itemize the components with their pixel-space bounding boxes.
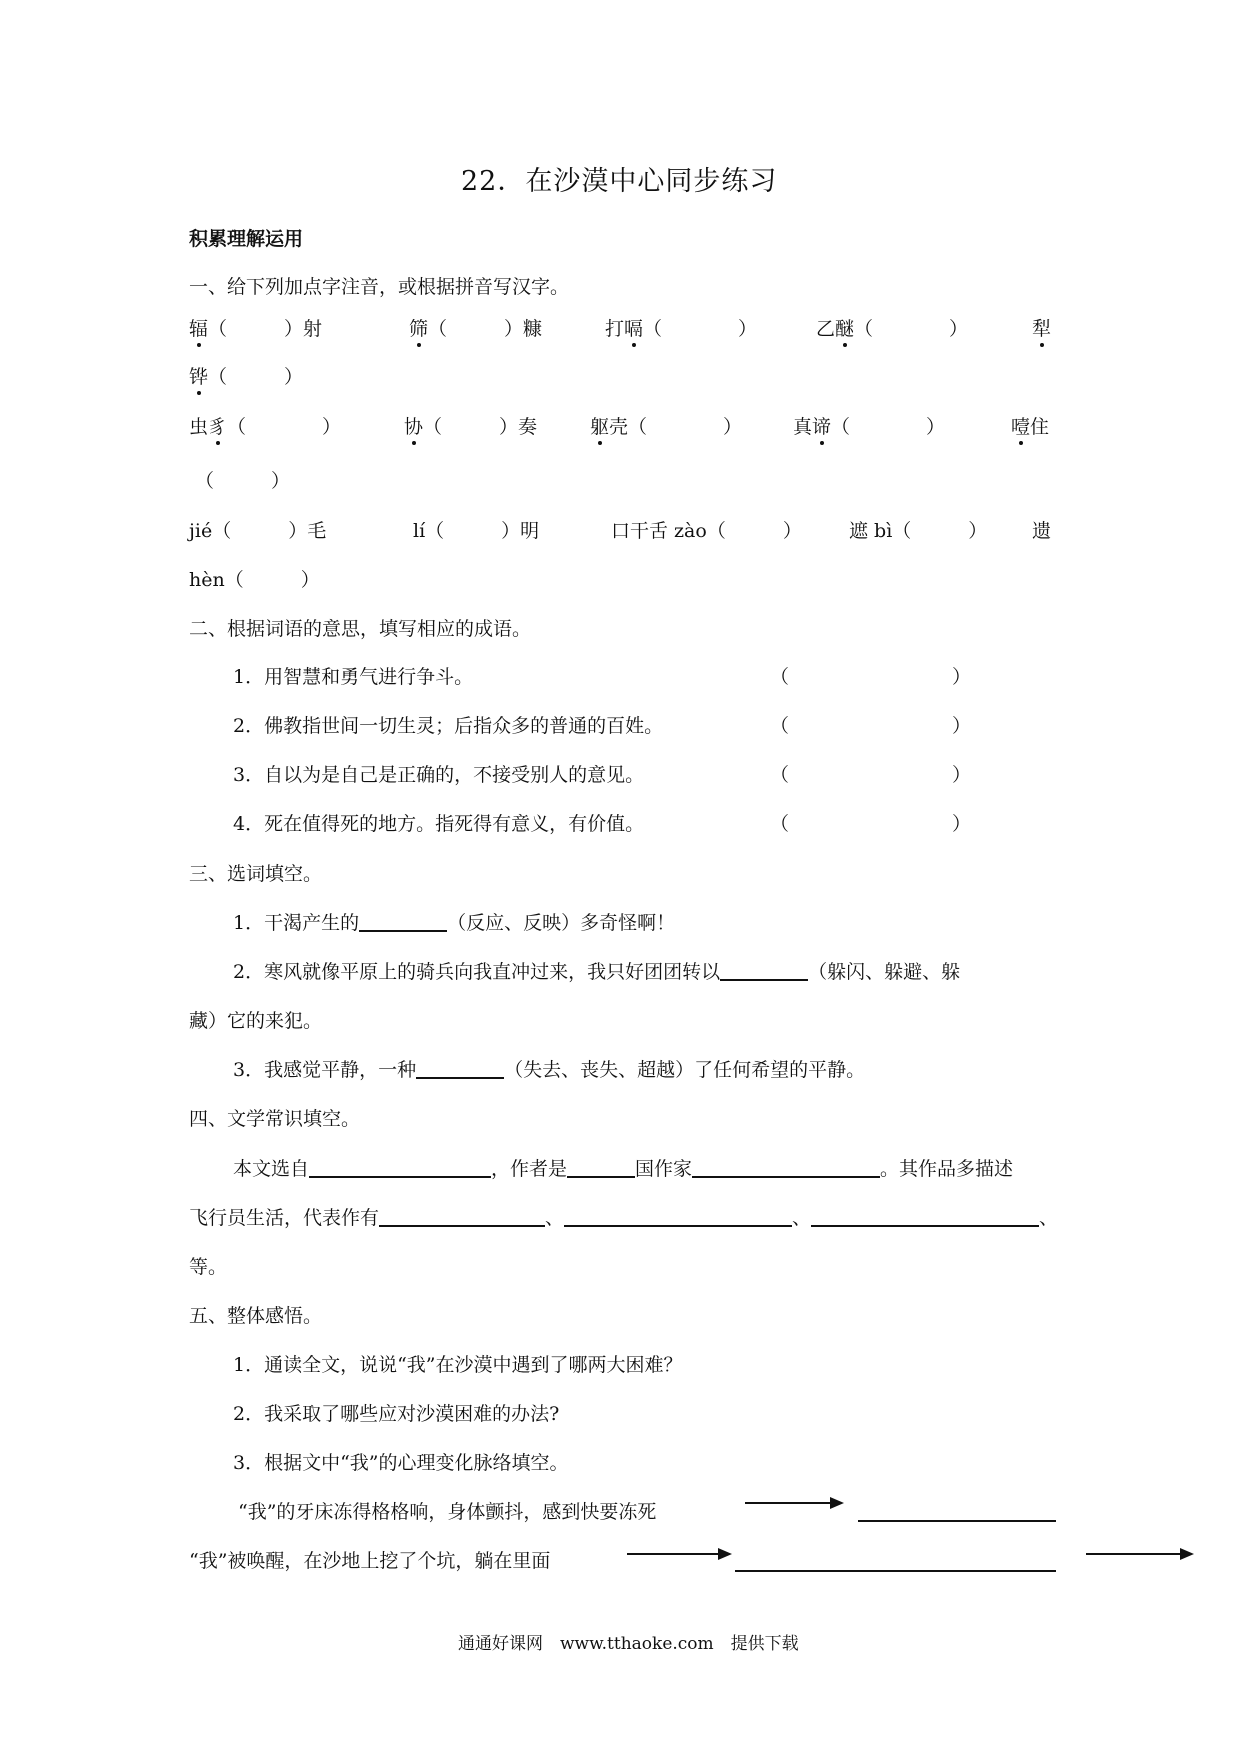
q1-row1b-item: 铧（ ） (189, 366, 304, 388)
q4-line-3: 等。 (189, 1256, 228, 1278)
q3-item-1: 1．干渴产生的 （反应、反映）多奇怪啊！ (233, 912, 676, 934)
page-title: 22．在沙漠中心同步练习 (461, 166, 778, 197)
q1-row1-item: 打嗝（ ） (605, 318, 758, 340)
q5-item: 3．根据文中“我”的心理变化脉络填空。 (233, 1452, 569, 1474)
q1-row2-item: 躯壳（ ） (590, 416, 743, 438)
q4-blank-work-2[interactable] (564, 1225, 792, 1227)
q4-blank-country[interactable] (567, 1176, 635, 1178)
q3-item-3: 3．我感觉平静，一种 （失去、丧失、超越）了任何希望的平静。 (233, 1059, 866, 1081)
q5-item: 1．通读全文，说说“我”在沙漠中遇到了哪两大困难？ (233, 1354, 683, 1376)
q2-bracket-open: （ (770, 764, 790, 786)
q4-line-2: 飞行员生活，代表作有 、 、 、 (189, 1207, 1059, 1229)
q3-item-2: 2．寒风就像平原上的骑兵向我直冲过来，我只好团团转以 （躲闪、躲避、躲 (233, 961, 961, 983)
q2-bracket-close: ） (952, 764, 972, 786)
q5-heading: 五、整体感悟。 (189, 1305, 323, 1327)
q3-item-2-cont: 藏）它的来犯。 (189, 1010, 323, 1032)
q1-row2-item: 协（ ）奏 (404, 416, 538, 438)
q3-blank-1[interactable] (359, 930, 447, 932)
q2-bracket-close: ） (952, 813, 972, 835)
q1-row1-item: 辐（ ）射 (189, 318, 323, 340)
q2-item: 1．用智慧和勇气进行争斗。 (233, 666, 474, 688)
flow-arrow-3-icon (1086, 1553, 1181, 1555)
q4-blank-work-3[interactable] (811, 1225, 1039, 1227)
q2-bracket-open: （ (770, 813, 790, 835)
q1-row3-item: 遮 bì（ ） (849, 520, 988, 542)
q3-heading: 三、选词填空。 (189, 863, 323, 885)
q1-row1-item: 犁 (1032, 318, 1052, 340)
q1-row3b: hèn（ ） (189, 569, 320, 591)
q2-bracket-close: ） (952, 715, 972, 737)
q1-row3-item: lí（ ）明 (413, 520, 540, 542)
q5-flow-step-2: “我”被唤醒，在沙地上挖了个坑，躺在里面 (189, 1550, 551, 1572)
q1-row2-item: 虫豸（ ） (189, 416, 342, 438)
q1-row3-item: 口干舌 zào（ ） (611, 520, 802, 542)
q3-blank-2[interactable] (720, 979, 808, 981)
flow-arrow-2-head-icon (718, 1548, 732, 1560)
q5-item: 2．我采取了哪些应对沙漠困难的办法? (233, 1403, 560, 1425)
section-header: 积累理解运用 (189, 228, 304, 250)
q4-blank-author[interactable] (692, 1176, 880, 1178)
q2-item: 2．佛教指世间一切生灵；后指众多的普通的百姓。 (233, 715, 664, 737)
q2-item: 3．自以为是自己是正确的，不接受别人的意见。 (233, 764, 645, 786)
flow-arrow-1-icon (745, 1502, 833, 1504)
q2-bracket-close: ） (952, 666, 972, 688)
q5-flow-blank-1[interactable] (858, 1520, 1056, 1522)
q1-row2-item: 噎住 (1011, 416, 1050, 438)
q1-row3-item: jié（ ）毛 (189, 520, 327, 542)
q2-heading: 二、根据词语的意思，填写相应的成语。 (189, 618, 532, 640)
flow-arrow-3-head-icon (1180, 1548, 1194, 1560)
q1-row2-item: 真谛（ ） (793, 416, 946, 438)
q2-bracket-open: （ (770, 715, 790, 737)
q1-row3-item: 遗 (1032, 520, 1052, 542)
q5-flow-step-1: “我”的牙床冻得格格响，身体颤抖，感到快要冻死 (238, 1501, 657, 1523)
q4-blank-work-1[interactable] (379, 1225, 545, 1227)
q4-heading: 四、文学常识填空。 (189, 1108, 361, 1130)
q1-row2b: （ ） (195, 470, 291, 492)
q2-bracket-open: （ (770, 666, 790, 688)
flow-arrow-1-head-icon (830, 1497, 844, 1509)
q3-blank-3[interactable] (416, 1077, 504, 1079)
q2-item: 4．死在值得死的地方。指死得有意义，有价值。 (233, 813, 645, 835)
q1-row1-item: 筛（ ）糠 (409, 318, 543, 340)
page-footer: 通通好课网 www.tthaoke.com 提供下载 (458, 1634, 799, 1654)
q4-blank-source[interactable] (309, 1176, 491, 1178)
q1-heading: 一、给下列加点字注音，或根据拼音写汉字。 (189, 276, 570, 298)
q4-line-1: 本文选自 ，作者是 国作家 。其作品多描述 (233, 1158, 1014, 1180)
q5-flow-blank-2[interactable] (735, 1570, 1056, 1572)
flow-arrow-2-icon (627, 1553, 721, 1555)
q1-row1-item: 乙醚（ ） (816, 318, 969, 340)
